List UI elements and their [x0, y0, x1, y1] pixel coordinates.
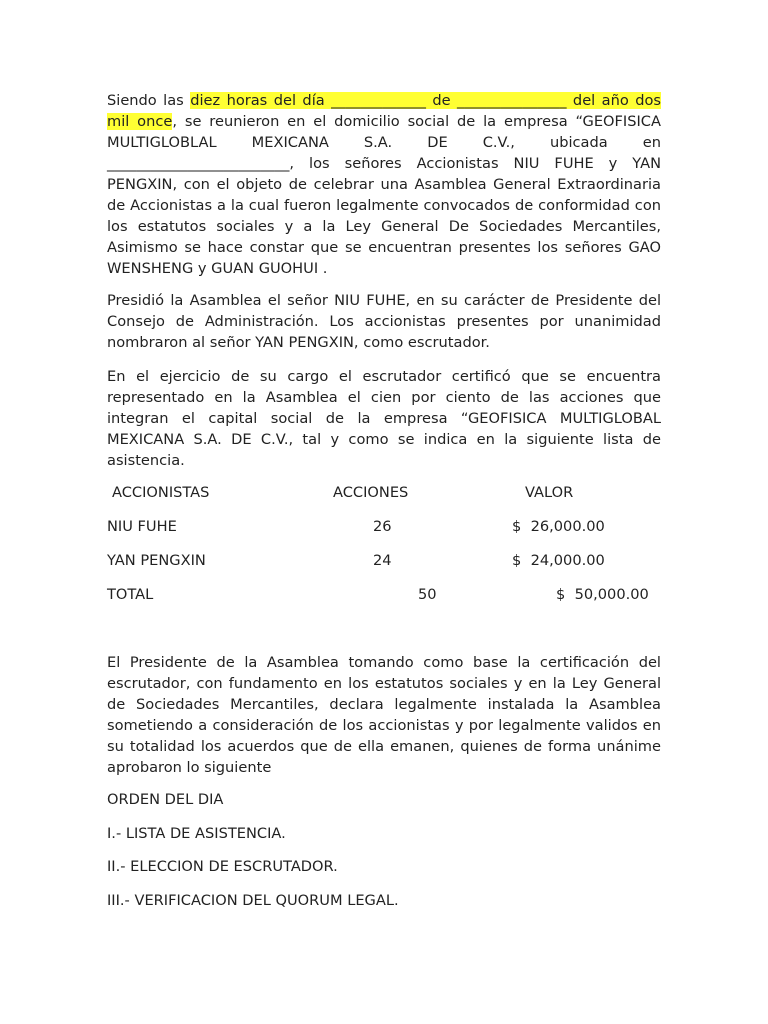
paragraph-declaration: El Presidente de la Asamblea tomando como base la certificación del escrutador, con fundamento en los estatutos sociales y en la Ley General de Sociedades Mercantiles, declara legalmente instalada la Asamblea sometiendo a consideración de los accionistas y por legalmente validos en su totalidad los acuerdos que de ella emanen, quienes de forma unánime aprobaron lo siguiente — [107, 654, 661, 776]
total-label: TOTAL — [107, 586, 154, 603]
opening-text-rest: , se reunieron en el domicilio social de la empresa “GEOFISICA MULTIGLOBLAL MEXICANA S.A. DE C.V., ubicada en _________________________, los señores Accionistas NIU FUHE y YAN PENGXIN, con el objeto de celebrar una Asamblea General Extraordinaria de Accionistas a la cual fueron legalmente convocados de conformidad con los estatutos sociales y a la Ley General De Sociedades Mercantiles, Asimismo se hace constar que se encuentran presentes los señores GAO WENSHENG y GUAN GUOHUI . — [107, 113, 661, 277]
table-total-row — [0, 584, 768, 605]
agenda-title: ORDEN DEL DIA — [107, 791, 224, 808]
table-row — [0, 550, 768, 571]
shares-value: $ 26,000.00 — [512, 518, 605, 535]
paragraph-certification: En el ejercicio de su cargo el escrutador certificó que se encuentra representado en la Asamblea el cien por ciento de las acciones que integran el capital social de la empresa “GEOFISICA MULTIGLOBAL MEXICANA S.A. DE C.V., tal y como se indica en la siguiente lista de asistencia. — [107, 368, 661, 469]
table-header-row — [0, 482, 768, 503]
agenda-item: III.- VERIFICACION DEL QUORUM LEGAL. — [107, 892, 399, 909]
header-valor: VALOR — [525, 484, 574, 501]
agenda-item: II.- ELECCION DE ESCRUTADOR. — [107, 858, 338, 875]
shares-value: $ 24,000.00 — [512, 552, 605, 569]
paragraph-presidency: Presidió la Asamblea el señor NIU FUHE, en su carácter de Presidente del Consejo de Administración. Los accionistas presentes por unanimidad nombraron al señor YAN PENGXIN, como escrutador. — [107, 292, 661, 351]
highlighted-date-text: diez horas del día _____________ de _______________ del año dos mil once — [107, 92, 661, 130]
shares-count: 24 — [373, 552, 392, 569]
shares-count: 26 — [373, 518, 392, 535]
header-acciones: ACCIONES — [333, 484, 409, 501]
total-value: $ 50,000.00 — [556, 586, 649, 603]
total-shares: 50 — [418, 586, 437, 603]
paragraph-opening — [107, 90, 661, 279]
shareholder-name: YAN PENGXIN — [107, 552, 206, 569]
opening-text-start: Siendo las — [107, 92, 191, 109]
agenda-item: I.- LISTA DE ASISTENCIA. — [107, 825, 286, 842]
table-row — [0, 516, 768, 537]
header-accionistas: ACCIONISTAS — [112, 484, 210, 501]
shareholder-name: NIU FUHE — [107, 518, 177, 535]
